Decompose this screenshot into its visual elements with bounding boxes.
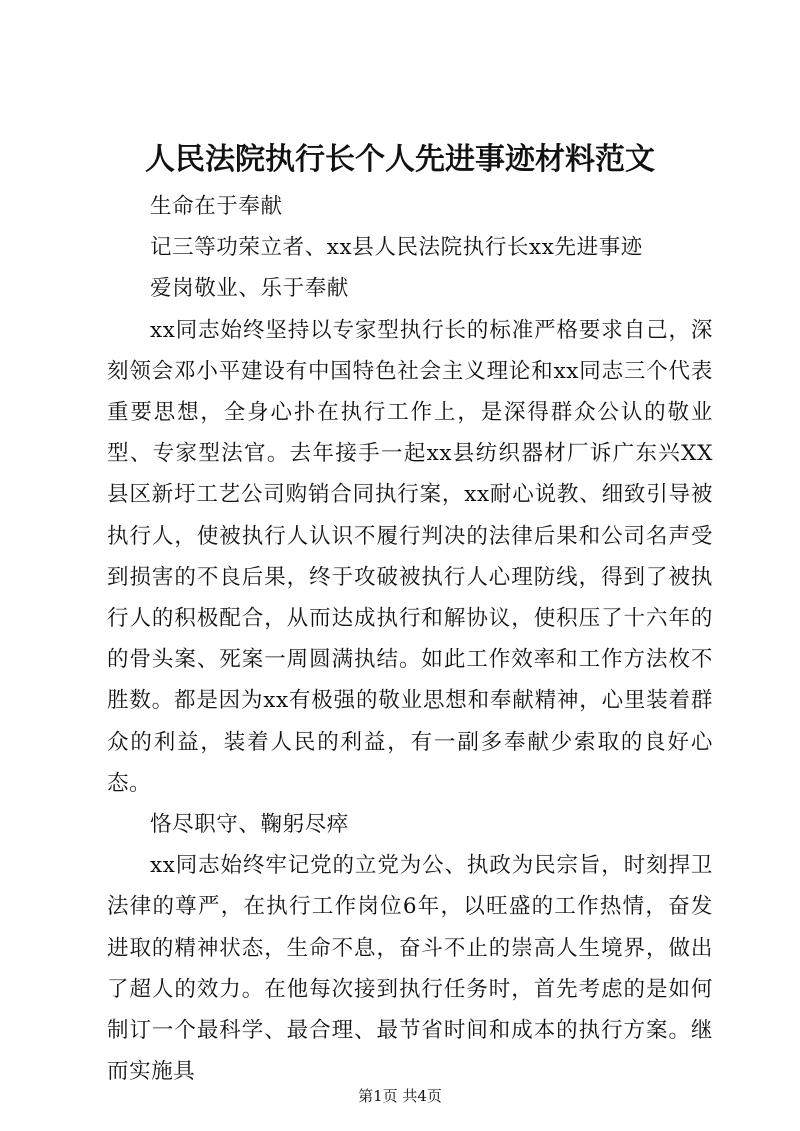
document-body bbox=[107, 186, 713, 1092]
body-paragraph: xx同志始终坚持以专家型执行长的标准严格要求自己，深刻领会邓小平建设有中国特色社会主义理论和xx同志三个代表重要思想，全身心扑在执行工作上，是深得群众公认的敬业型、专家型法官。去年接手一起xx县纺织器材厂诉广东兴XX县区新圩工艺公司购销合同执行案，xx耐心说教、细致引导被执行人，使被执行人认识不履行判决的法律后果和公司名声受到损害的不良后果，终于攻破被执行人心理防线，得到了被执行人的积极配合，从而达成执行和解协议，使积压了十六年的的骨头案、死案一周圆满执结。如此工作效率和工作方法枚不胜数。都是因为xx有极强的敬业思想和奉献精神，心里装着群众的利益，装着人民的利益，有一副多奉献少索取的良好心态。 bbox=[107, 317, 713, 796]
subtitle-line: 记三等功荣立者、xx县人民法院执行长xx先进事迹 bbox=[150, 235, 643, 261]
document-title: 人民法院执行长个人先进事迹材料范文 bbox=[145, 142, 655, 177]
body-paragraph: xx同志始终牢记党的立党为公、执政为民宗旨，时刻捍卫法律的尊严，在执行工作岗位6年，以旺盛的工作热情，奋发进取的精神状态，生命不息，奋斗不止的崇高人生境界，做出了超人的效力。在他每次接到执行任务时，首先考虑的是如何制订一个最科学、最合理、最节省时间和成本的执行方案。继而实施具 bbox=[107, 853, 713, 1085]
section-heading-duty: 恪尽职守、鞠躬尽瘁 bbox=[150, 812, 349, 838]
section-heading-motto: 生命在于奉献 bbox=[150, 194, 283, 219]
section-heading-dedication: 爱岗敬业、乐于奉献 bbox=[150, 276, 349, 302]
page-footer: 第1页 共4页 bbox=[358, 1087, 442, 1105]
